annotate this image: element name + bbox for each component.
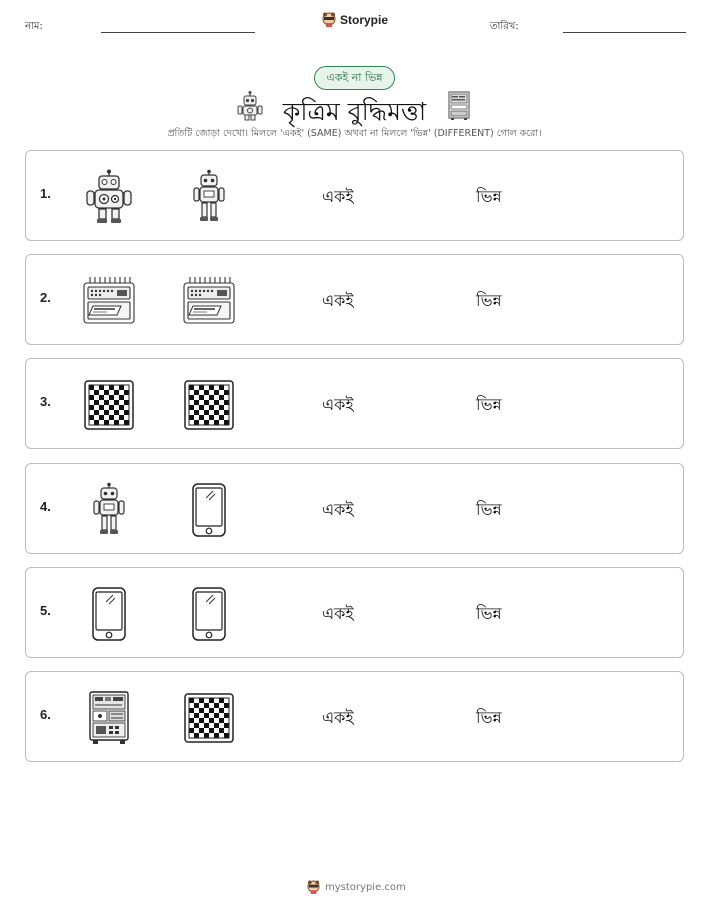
question-number: 4. (40, 499, 51, 514)
computer-server-icon (448, 91, 470, 125)
brand-name: Storypie (340, 13, 389, 27)
option-same[interactable]: একই (322, 604, 354, 623)
option-same[interactable]: একই (322, 291, 354, 310)
question-number: 1. (40, 186, 51, 201)
name-line[interactable] (101, 32, 255, 33)
option-different[interactable]: ভিন্ন (476, 708, 502, 727)
checkerboard-icon (82, 377, 136, 433)
checkerboard-icon (182, 377, 236, 433)
option-same[interactable]: একই (322, 500, 354, 519)
robot-icon (84, 482, 134, 538)
smartphone-icon (84, 586, 134, 642)
robot-gears-icon (84, 169, 134, 225)
question-number: 3. (40, 394, 51, 409)
question-card-6 (25, 671, 684, 762)
circuit-board-icon (84, 690, 134, 746)
page-title: কৃত্রিম বুদ্ধিমত্তা (282, 97, 427, 126)
instructions: প্রতিটি জোড়া দেখো। মিললে 'একই' (SAME) অথবা না মিললে 'ভিন্ন' (DIFFERENT) গোল করো। (167, 128, 542, 139)
storypie-mascot-icon (322, 12, 336, 28)
robot-icon (184, 169, 234, 225)
activity-badge: একই না ভিন্ন (314, 66, 395, 90)
option-different[interactable]: ভিন্ন (476, 291, 502, 310)
name-label: নাম: (25, 21, 43, 32)
question-card-5 (25, 567, 684, 658)
option-different[interactable]: ভিন্ন (476, 187, 502, 206)
option-same[interactable]: একই (322, 395, 354, 414)
date-label: তারিখ: (490, 21, 519, 32)
date-line[interactable] (563, 32, 686, 33)
option-different[interactable]: ভিন্ন (476, 604, 502, 623)
card-machine-icon (80, 273, 138, 329)
brand (322, 12, 388, 28)
question-number: 6. (40, 707, 51, 722)
smartphone-icon (184, 482, 234, 538)
storypie-mascot-icon (307, 880, 320, 895)
question-number: 2. (40, 290, 51, 305)
question-card-4 (25, 463, 684, 554)
question-number: 5. (40, 603, 51, 618)
footer (307, 880, 406, 895)
question-card-2 (25, 254, 684, 345)
smartphone-icon (184, 586, 234, 642)
card-machine-icon (180, 273, 238, 329)
question-card-1 (25, 150, 684, 241)
option-different[interactable]: ভিন্ন (476, 500, 502, 519)
footer-url[interactable]: mystorypie.com (325, 882, 406, 893)
option-different[interactable]: ভিন্ন (476, 395, 502, 414)
question-card-3 (25, 358, 684, 449)
option-same[interactable]: একই (322, 708, 354, 727)
checkerboard-icon (182, 690, 236, 746)
option-same[interactable]: একই (322, 187, 354, 206)
